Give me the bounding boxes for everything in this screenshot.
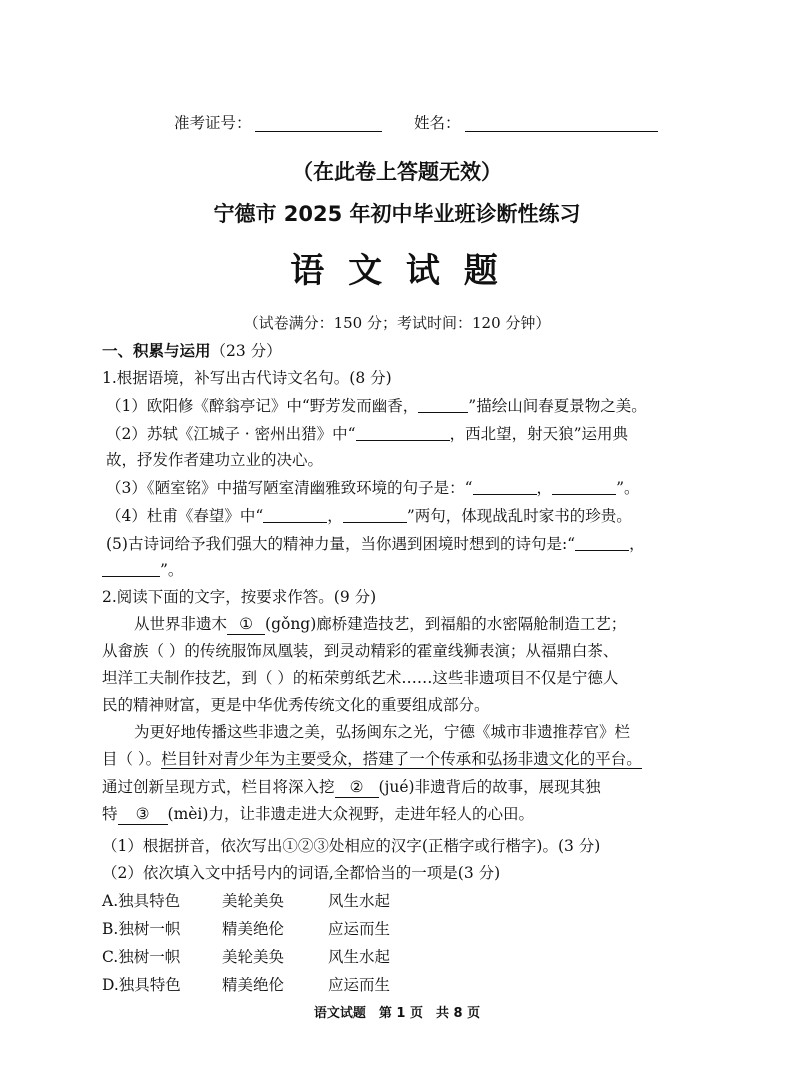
q1-item-2: （2）苏轼《江城子 · 密州出猎》中“ ，西北望，射天狼”运用典 [106,425,629,443]
passage-line: 为更好地传播这些非遗之美，弘扬闽东之光，宁德《城市非遗推荐官》栏 [134,723,631,741]
subject-title: 语 文 试 题 [290,251,504,291]
answer-blank[interactable] [263,506,327,523]
answer-blank[interactable] [356,424,450,441]
page-footer: 语文试题 第 1 页 共 8 页 [313,1006,481,1021]
q1-item-1: （1）欧阳修《醉翁亭记》中“野芳发而幽香， ”描绘山间春夏景物之美。 [106,397,647,415]
answer-blank[interactable] [575,534,629,551]
exam-id-field[interactable] [255,115,382,132]
section-heading [102,341,282,361]
answer-blank[interactable] [418,396,468,413]
q2-subquestion-1: （1）根据拼音，依次写出①②③处相应的汉字(正楷字或行楷字)。(3 分) [102,837,601,855]
underlined-sentence: 栏目针对青少年为主要受众，搭建了一个传承和弘扬非遗文化的平台。 [161,750,642,768]
q1-item-4: （4）杜甫《春望》中“ ， ”两句，体现战乱时家书的珍贵。 [106,507,632,525]
answer-blank[interactable] [102,560,160,577]
option-c: C.独树一帜 美轮美奂 风生水起 [102,948,391,966]
q1-item-2-cont: 故，抒发作者建功立业的决心。 [106,451,324,469]
q2-stem: 2.阅读下面的文字，按要求作答。(9 分) [102,588,377,606]
blank-mark-3[interactable]: ③ [118,804,168,825]
name-field[interactable] [465,115,658,132]
passage-line: 特 ③ (mèi)力，让非遗走进大众视野，走进年轻人的心田。 [102,805,534,823]
passage-line: 从畲族（ ）的传统服饰凤凰装，到灵动精彩的霍童线狮表演；从福鼎白茶、 [102,642,619,660]
name-label: 姓名： [414,114,461,132]
blank-mark-1[interactable]: ① [227,614,265,635]
q1-item-5: (5)古诗词给予我们强大的精神力量，当你遇到困境时想到的诗句是:“ ， [106,535,645,553]
q1-stem: 1.根据语境，补写出古代诗文名句。(8 分) [102,369,392,387]
section-score: （23 分） [210,342,282,360]
invalid-note: （在此卷上答题无效） [292,160,502,184]
section-title: 一、积累与运用 [102,342,211,360]
passage-line: 从世界非遗木 ① (gǒng)廊桥建造技艺，到福船的水密隔舱制造工艺； [134,615,627,633]
passage-line: 民的精神财富，更是中华优秀传统文化的重要组成部分。 [102,696,490,714]
passage-line: 通过创新呈现方式，栏目将深入挖 ② (jué)非遗背后的故事，展现其独 [102,778,601,796]
exam-info: （试卷满分：150 分；考试时间：120 分钟） [243,314,551,332]
option-d: D.独具特色 精美绝伦 应运而生 [102,976,391,994]
option-a: A.独具特色 美轮美奂 风生水起 [102,892,391,910]
blank-mark-2[interactable]: ② [335,777,379,798]
passage-line: 坦洋工夫制作技艺，到（ ）的柘荣剪纸艺术……这些非遗项目不仅是宁德人 [102,669,619,687]
q2-subquestion-2: （2）依次填入文中括号内的词语,全都恰当的一项是(3 分) [102,864,501,882]
answer-blank[interactable] [473,478,537,495]
answer-blank[interactable] [552,478,616,495]
option-b: B.独树一帜 精美绝伦 应运而生 [102,920,391,938]
q1-item-3: （3）《陋室铭》中描写陋室清幽雅致环境的句子是：“ ， ”。 [106,479,640,497]
q1-item-5-cont: ”。 [102,560,183,580]
answer-blank[interactable] [343,506,407,523]
passage-line: 目（ ）。栏目针对青少年为主要受众，搭建了一个传承和弘扬非遗文化的平台。 [102,750,642,768]
exam-title: 宁德市 2025 年初中毕业班诊断性练习 [213,202,581,226]
exam-id-label: 准考证号： [174,114,252,132]
